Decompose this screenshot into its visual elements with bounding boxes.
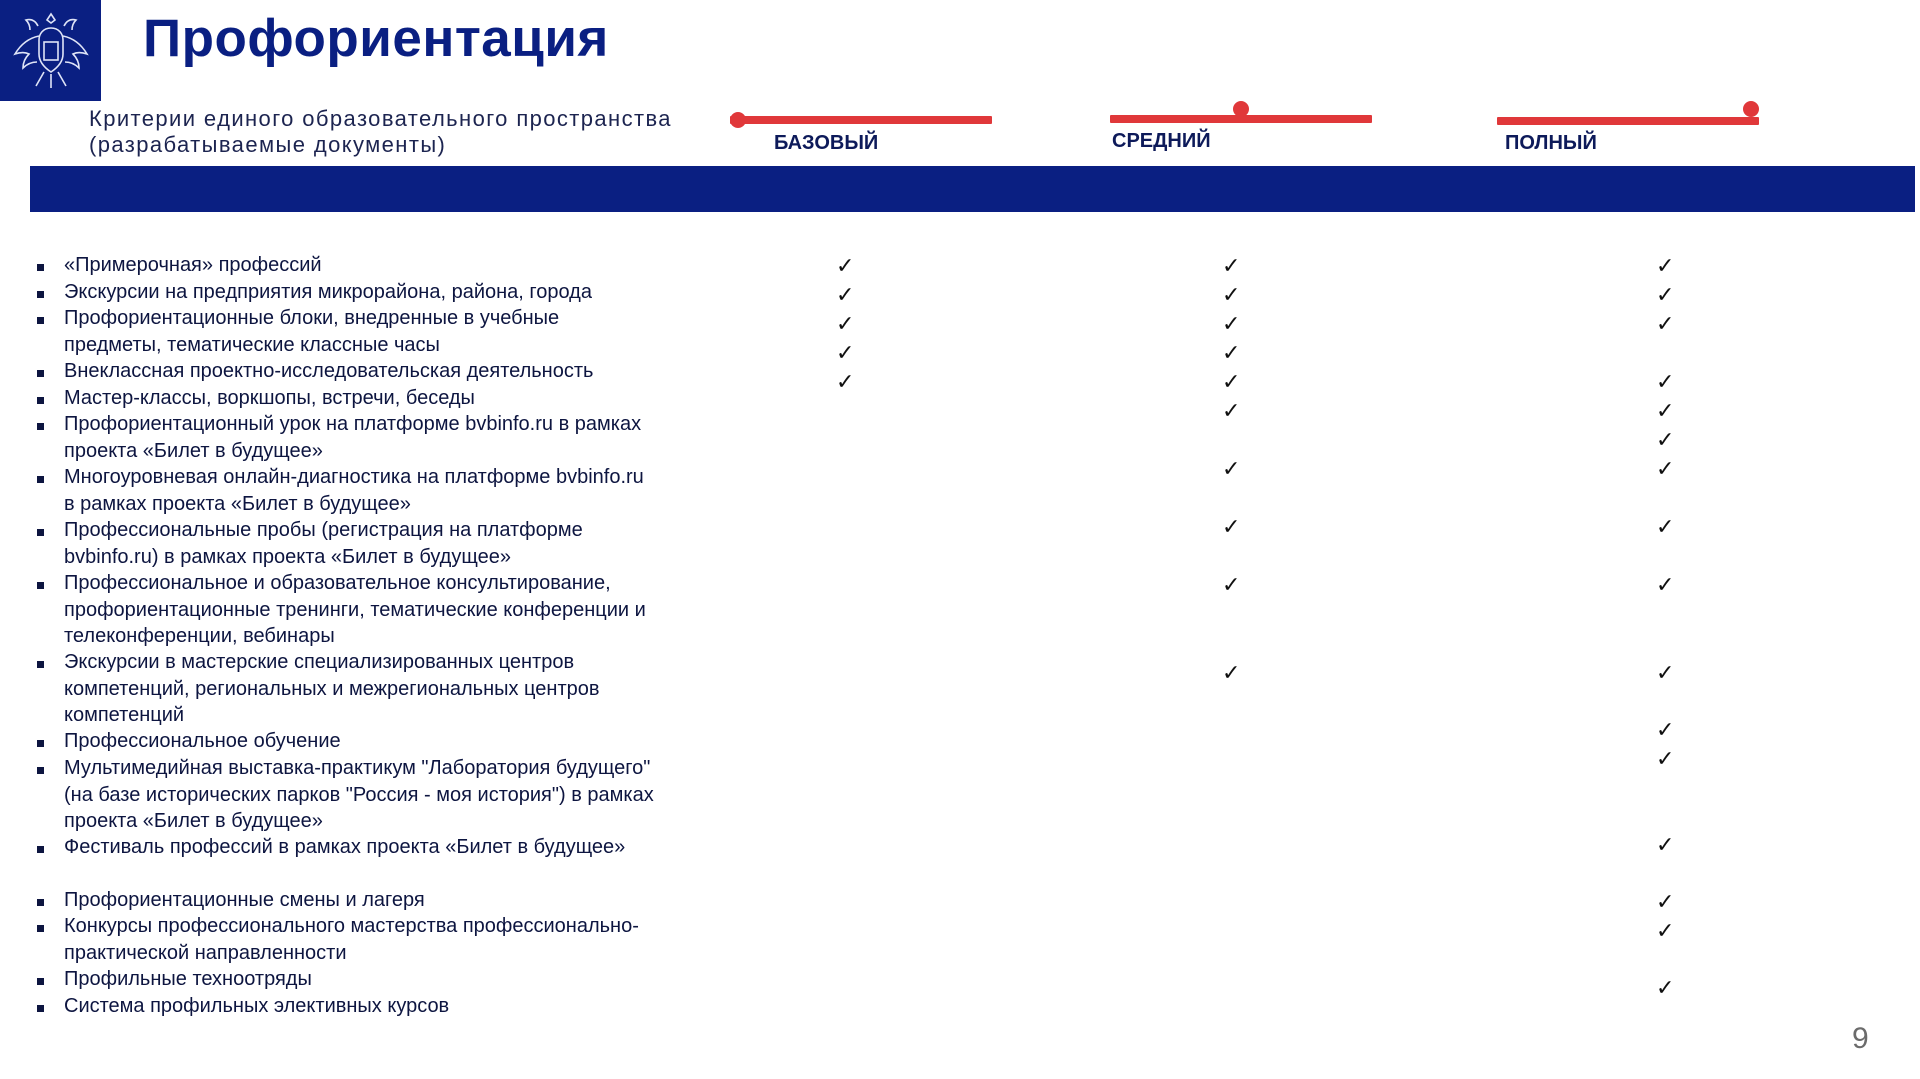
- criterion-text: Профессиональное и образовательное консультирование, профориентационные тренинги, тематические конференции и телеконференции, вебинары: [64, 572, 646, 647]
- checkmark-icon: ✓: [836, 370, 855, 395]
- criterion-text: Мастер-классы, воркшопы, встречи, беседы: [64, 387, 475, 409]
- checkmark-icon: ✓: [1222, 457, 1241, 482]
- criterion-text: Профильные техноотряды: [64, 968, 312, 990]
- checkmark-icon: ✓: [1222, 370, 1241, 395]
- bullet-marker: [37, 978, 44, 985]
- checkmark-icon: ✓: [836, 283, 855, 308]
- checkmark-icon: ✓: [1656, 254, 1675, 279]
- level-basic-label: БАЗОВЫЙ: [774, 132, 879, 154]
- checkmark-icon: ✓: [1656, 919, 1675, 944]
- bullet-marker: [37, 899, 44, 906]
- checkmark-icon: ✓: [1222, 399, 1241, 424]
- checkmark-icon: ✓: [1222, 341, 1241, 366]
- checkmark-icon: ✓: [836, 312, 855, 337]
- criterion-text: Многоуровневая онлайн-диагностика на платформе bvbinfo.ru в рамках проекта «Билет в будущее»: [64, 466, 644, 515]
- criterion-text: «Примерочная» профессий: [64, 254, 322, 276]
- checkmark-icon: ✓: [1656, 370, 1675, 395]
- checkmark-icon: ✓: [1656, 661, 1675, 686]
- checkmark-icon: ✓: [1656, 457, 1675, 482]
- page-number: 9: [1852, 1022, 1869, 1055]
- checkmark-icon: ✓: [1656, 515, 1675, 540]
- criterion-text: Система профильных элективных курсов: [64, 995, 450, 1017]
- bullet-marker: [37, 925, 44, 932]
- page-title: Профориентация: [143, 9, 609, 68]
- bullet-marker: [37, 767, 44, 774]
- criteria-subtitle-line1: Критерии единого образовательного пространства: [89, 106, 672, 131]
- criterion-text: Конкурсы профессионального мастерства профессионально-практической направленности: [64, 915, 639, 964]
- criterion-text: Внеклассная проектно-исследовательская деятельность: [64, 360, 594, 382]
- checkmark-icon: ✓: [1222, 573, 1241, 598]
- criterion-text: Экскурсии на предприятия микрорайона, района, города: [64, 281, 592, 303]
- criterion-text: Фестиваль профессий в рамках проекта «Билет в будущее»: [64, 836, 626, 858]
- level-medium-label: СРЕДНИЙ: [1112, 130, 1211, 152]
- bullet-marker: [37, 476, 44, 483]
- bullet-marker: [37, 582, 44, 589]
- criterion-text: Профориентационные блоки, внедренные в учебные предметы, тематические классные часы: [64, 307, 560, 356]
- checkmark-icon: ✓: [1656, 833, 1675, 858]
- checkmark-icon: ✓: [1222, 312, 1241, 337]
- checkmark-icon: ✓: [1656, 283, 1675, 308]
- checkmark-icon: ✓: [836, 254, 855, 279]
- checkmark-icon: ✓: [1222, 515, 1241, 540]
- bullet-marker: [37, 740, 44, 747]
- criteria-subtitle-line2: (разрабатываемые документы): [89, 132, 447, 157]
- criterion-text: Профессиональные пробы (регистрация на платформе bvbinfo.ru) в рамках проекта «Билет в будущее»: [64, 519, 583, 568]
- checkmark-icon: ✓: [1222, 283, 1241, 308]
- checkmark-icon: ✓: [1656, 573, 1675, 598]
- checkmark-icon: ✓: [1656, 718, 1675, 743]
- bullet-marker: [37, 291, 44, 298]
- bullet-marker: [37, 846, 44, 853]
- bullet-marker: [37, 397, 44, 404]
- criterion-text: Профессиональное обучение: [64, 730, 341, 752]
- bullet-marker: [37, 317, 44, 324]
- checkmark-icon: ✓: [1222, 254, 1241, 279]
- level-full-label: ПОЛНЫЙ: [1505, 132, 1597, 154]
- bullet-marker: [37, 423, 44, 430]
- checkmark-icon: ✓: [1656, 747, 1675, 772]
- bullet-marker: [37, 264, 44, 271]
- bullet-marker: [37, 370, 44, 377]
- checkmark-icon: ✓: [1656, 399, 1675, 424]
- bullet-marker: [37, 661, 44, 668]
- bullet-marker: [37, 1005, 44, 1012]
- checkmark-icon: ✓: [1656, 428, 1675, 453]
- criterion-text: Профориентационные смены и лагеря: [64, 889, 425, 911]
- checkmark-icon: ✓: [1656, 976, 1675, 1001]
- checkmark-icon: ✓: [1656, 312, 1675, 337]
- checkmark-icon: ✓: [1656, 890, 1675, 915]
- criterion-text: Экскурсии в мастерские специализированных центров компетенций, региональных и межрегиональных центров компетенций: [64, 651, 600, 726]
- checkmark-icon: ✓: [836, 341, 855, 366]
- criterion-text: Мультимедийная выставка-практикум "Лаборатория будущего" (на базе исторических парков "Россия - моя история") в рамках проекта «Билет в будущее»: [64, 757, 654, 832]
- bullet-marker: [37, 529, 44, 536]
- checkmark-icon: ✓: [1222, 661, 1241, 686]
- criterion-text: Профориентационный урок на платформе bvbinfo.ru в рамках проекта «Билет в будущее»: [64, 413, 642, 462]
